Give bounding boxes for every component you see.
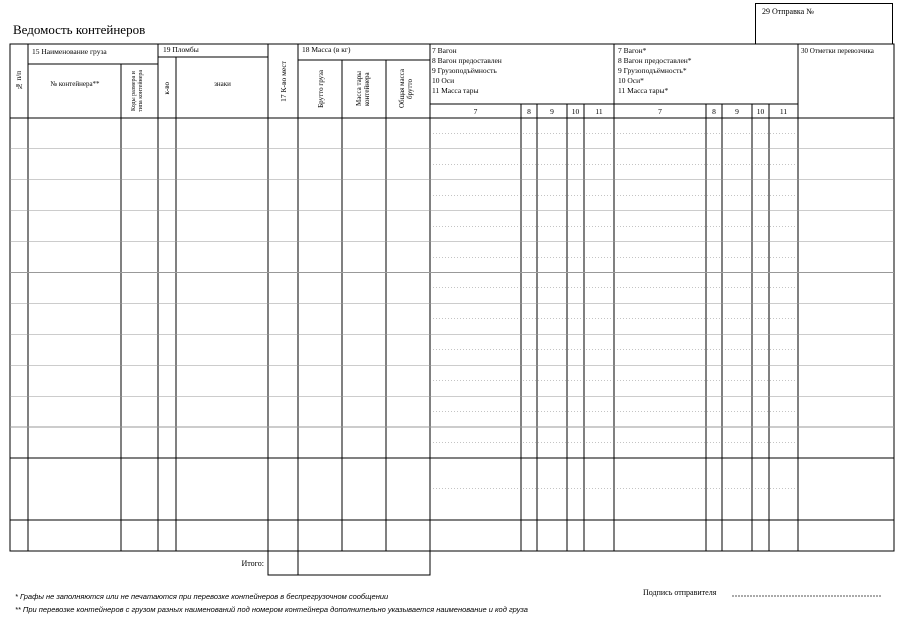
wagon-right-label: 10 Оси* bbox=[618, 76, 644, 85]
page-title: Ведомость контейнеров bbox=[13, 22, 146, 37]
wagon-column-number: 11 bbox=[595, 107, 603, 116]
wagon-column-number: 9 bbox=[550, 107, 554, 116]
wagon-column-number: 10 bbox=[571, 107, 580, 116]
itogo-box bbox=[268, 551, 430, 575]
wagon-right-label: 7 Вагон* bbox=[618, 46, 647, 55]
wagon-left-label: 9 Грузоподъёмность bbox=[432, 66, 497, 75]
header-cargo-name: 15 Наименование груза bbox=[32, 47, 107, 56]
wagon-right-label: 8 Вагон предоставлен* bbox=[618, 56, 692, 65]
wagon-left-label: 8 Вагон предоставлен bbox=[432, 56, 502, 65]
wagon-column-number: 8 bbox=[527, 107, 531, 116]
otpravka-label: 29 Отправка № bbox=[762, 7, 814, 16]
wagon-column-number: 10 bbox=[756, 107, 765, 116]
wagon-right-labels bbox=[618, 46, 798, 96]
itogo-label: Итого: bbox=[241, 559, 264, 568]
wagon-left-label: 11 Масса тары bbox=[432, 86, 479, 95]
header-npp: № п/п bbox=[15, 71, 23, 91]
table-frame bbox=[10, 44, 894, 551]
wagon-column-number: 7 bbox=[473, 107, 478, 116]
header-mass-tara: Масса тары контейнера bbox=[354, 71, 371, 107]
footnote-2: ** При перевозке контейнеров с грузом разных наименований под номером контейнера дополнительно указывается наименование и код груза bbox=[15, 605, 528, 614]
footnote-1: * Графы не заполняются или не печатаются при перевозке контейнеров в беспрегрузочном сообщении bbox=[15, 592, 389, 601]
header-mass-brutto: Брутто груза bbox=[317, 70, 325, 108]
wagon-right-label: 9 Грузоподъёмность* bbox=[618, 66, 687, 75]
wagon-column-number: 7 bbox=[658, 107, 662, 116]
header-mass-total: Общая масса брутто bbox=[398, 69, 414, 109]
grid-lines bbox=[10, 44, 894, 596]
header-seals-signs: знаки bbox=[214, 80, 231, 88]
header-mass: 18 Масса (в кг) bbox=[302, 45, 351, 54]
wagon-column-number: 9 bbox=[735, 107, 739, 116]
header-carrier-notes: 30 Отметки перевозчика bbox=[801, 47, 874, 55]
wagon-left-label: 7 Вагон bbox=[432, 46, 457, 55]
wagon-left-labels bbox=[432, 46, 612, 96]
header-container-no: № контейнера** bbox=[50, 80, 100, 88]
wagon-right-label: 11 Масса тары* bbox=[618, 86, 669, 95]
wagon-left-label: 10 Оси bbox=[432, 76, 455, 85]
wagon-column-number: 8 bbox=[712, 107, 716, 116]
header-seals: 19 Пломбы bbox=[163, 45, 199, 54]
header-container-codes: Коды размера и типа контейнера bbox=[130, 69, 144, 113]
signature-label: Подпись отправителя bbox=[643, 588, 717, 597]
header-places: 17 К-во мест bbox=[279, 60, 288, 102]
header-seals-qty: к-во bbox=[163, 81, 171, 95]
wagon-column-number: 11 bbox=[779, 107, 788, 116]
